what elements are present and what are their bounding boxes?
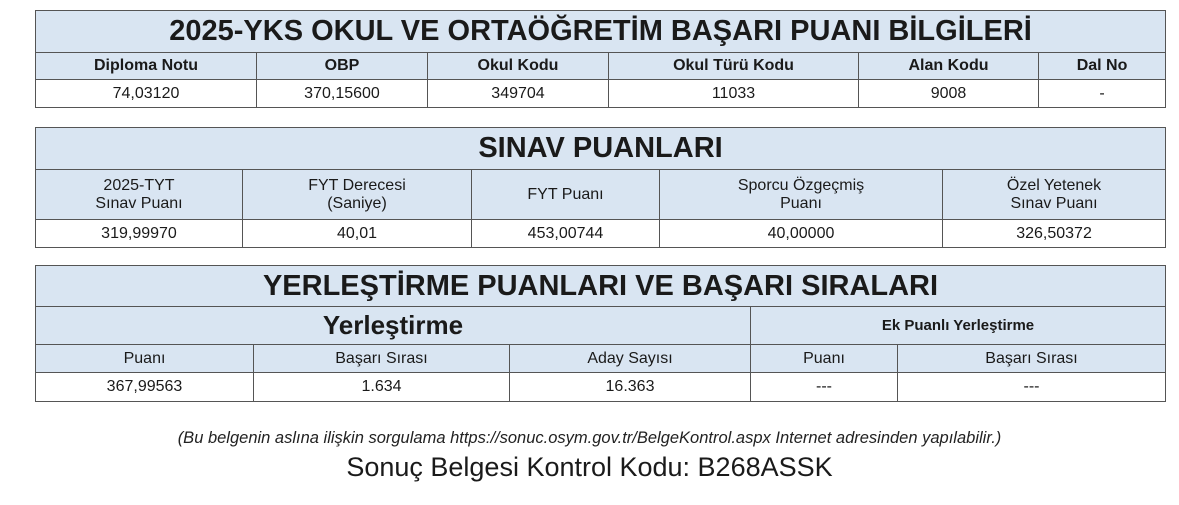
header-fyt-derecesi: [243, 170, 472, 220]
placement-scores-title: YERLEŞTİRME PUANLARI VE BAŞARI SIRALARI: [36, 266, 1166, 307]
placement-group-title: Yerleştirme: [36, 307, 751, 345]
header-diploma-notu: Diploma Notu: [36, 53, 257, 80]
header-line: (Saniye): [327, 194, 387, 212]
value-okul-kodu: 349704: [428, 80, 609, 108]
header-dal-no: Dal No: [1039, 53, 1166, 80]
obp-info-title: 2025-YKS OKUL VE ORTAÖĞRETİM BAŞARI PUANI BİLGİLERİ: [36, 11, 1166, 53]
header-fyt-puani: [472, 170, 660, 220]
exam-scores-table: [35, 127, 1166, 248]
placement-scores-table: [35, 265, 1166, 402]
value-fyt-puani: 453,00744: [472, 220, 660, 248]
header-line: Sporcu Özgeçmiş: [737, 176, 865, 194]
header-line: Puanı: [780, 194, 822, 212]
verification-note: (Bu belgenin aslına ilişkin sorgulama https://sonuc.osym.gov.tr/BelgeKontrol.aspx Internet adresinden yapılabilir.): [177, 429, 1002, 447]
header-placement-basari-sirasi: Başarı Sırası: [254, 345, 510, 373]
value-fyt-derecesi: 40,01: [243, 220, 472, 248]
header-alan-kodu: Alan Kodu: [859, 53, 1039, 80]
header-okul-turu-kodu: Okul Türü Kodu: [609, 53, 859, 80]
header-line: 2025-TYT: [103, 176, 175, 194]
value-extra-basari-sirasi: ---: [898, 373, 1166, 402]
header-sporcu-ozgecmis-puani: [660, 170, 943, 220]
header-line: FYT Derecesi: [308, 176, 406, 194]
extra-placement-group-title: Ek Puanlı Yerleştirme: [751, 307, 1166, 345]
value-obp: 370,15600: [257, 80, 428, 108]
header-placement-puani: Puanı: [36, 345, 254, 373]
value-okul-turu-kodu: 11033: [609, 80, 859, 108]
control-code: Sonuç Belgesi Kontrol Kodu: B268ASSK: [346, 452, 833, 482]
value-placement-basari-sirasi: 1.634: [254, 373, 510, 402]
value-tyt-sinav-puani: 319,99970: [36, 220, 243, 248]
header-aday-sayisi: Aday Sayısı: [510, 345, 751, 373]
value-diploma-notu: 74,03120: [36, 80, 257, 108]
header-line: Sınav Puanı: [1010, 194, 1098, 212]
exam-scores-title: SINAV PUANLARI: [36, 128, 1166, 170]
header-extra-puani: Puanı: [751, 345, 898, 373]
header-okul-kodu: Okul Kodu: [428, 53, 609, 80]
value-ozel-yetenek-sinav-puani: 326,50372: [943, 220, 1166, 248]
header-line: FYT Puanı: [527, 185, 604, 203]
value-alan-kodu: 9008: [859, 80, 1039, 108]
value-extra-puani: ---: [751, 373, 898, 402]
header-line: Özel Yetenek: [1006, 176, 1102, 194]
header-obp: OBP: [257, 53, 428, 80]
header-line: Sınav Puanı: [95, 194, 183, 212]
value-aday-sayisi: 16.363: [510, 373, 751, 402]
value-placement-puani: 367,99563: [36, 373, 254, 402]
value-dal-no: -: [1039, 80, 1166, 108]
header-extra-basari-sirasi: Başarı Sırası: [898, 345, 1166, 373]
header-ozel-yetenek-sinav-puani: [943, 170, 1166, 220]
header-tyt-sinav-puani: [36, 170, 243, 220]
value-sporcu-ozgecmis-puani: 40,00000: [660, 220, 943, 248]
obp-info-table: [35, 10, 1166, 108]
